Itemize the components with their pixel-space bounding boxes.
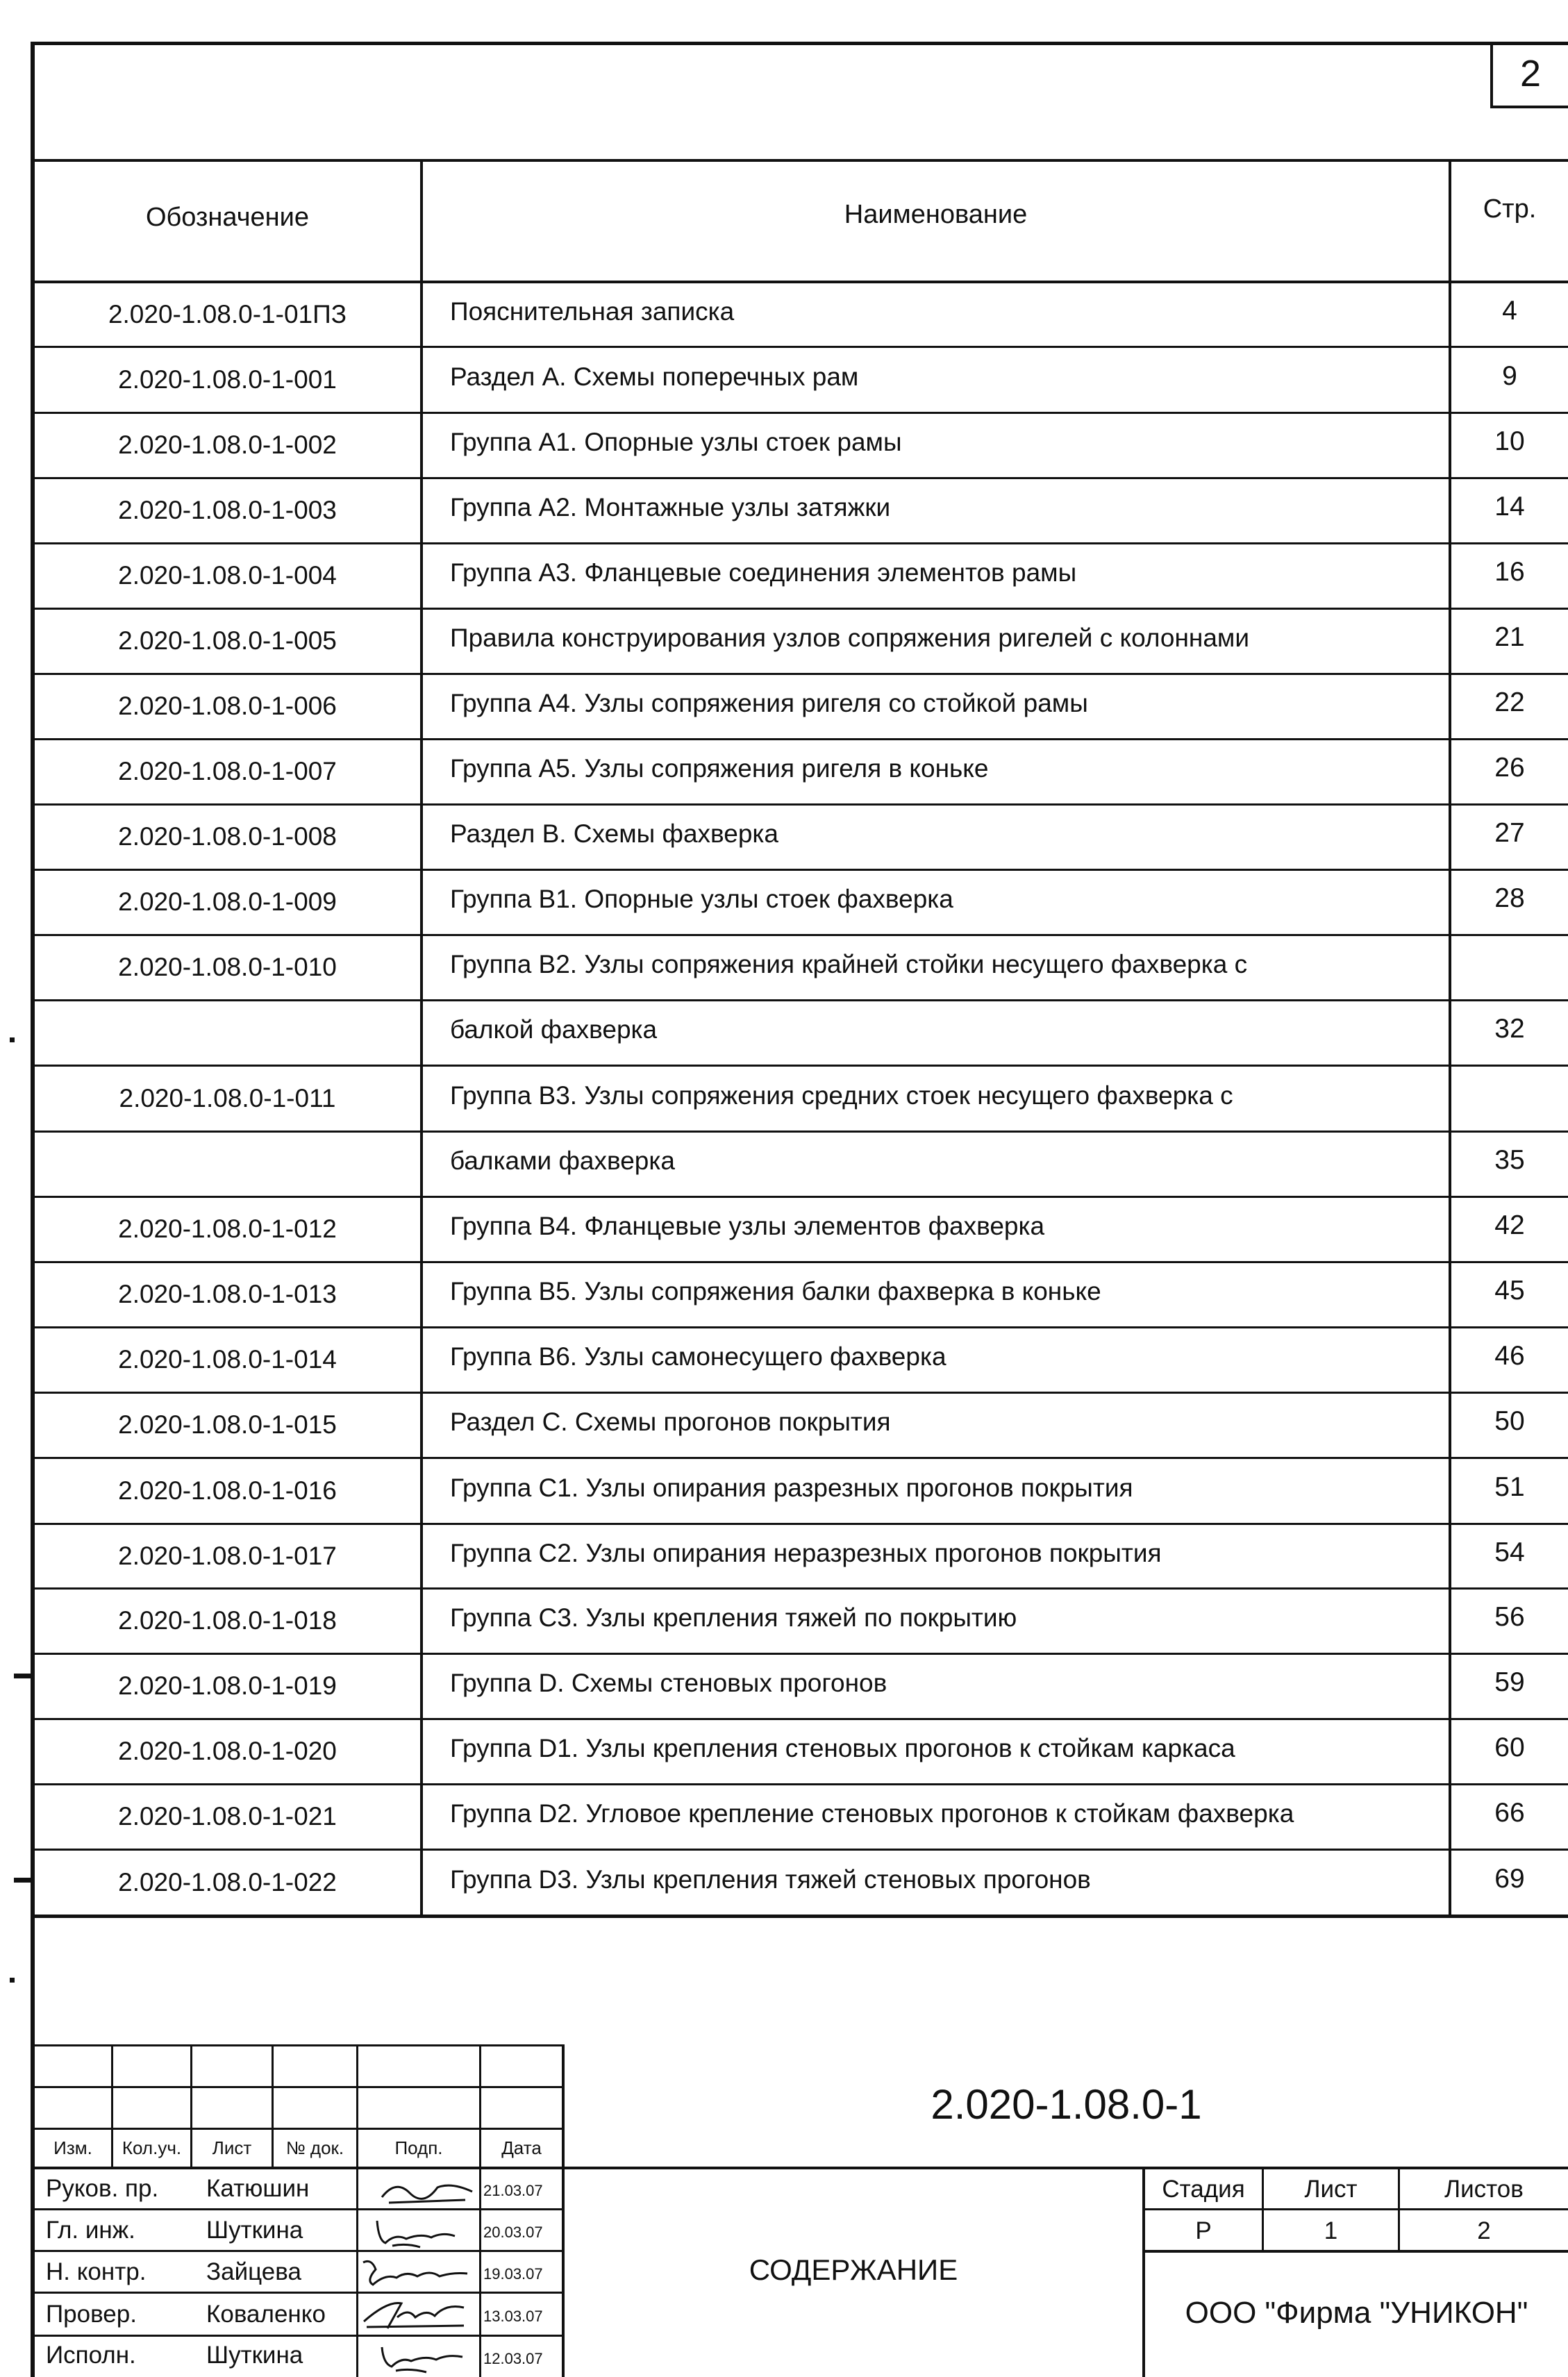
stage-value: Р <box>1195 2217 1212 2244</box>
row-divider <box>31 738 1568 740</box>
row-name: Группа В5. Узлы сопряжения балки фахверка в коньке <box>450 1277 1101 1306</box>
table-header-bottom-line <box>31 281 1568 283</box>
row-divider <box>31 1065 1568 1067</box>
row-name: Группа D. Схемы стеновых прогонов <box>450 1669 887 1697</box>
row-divider <box>31 1326 1568 1328</box>
row-name: Группа D2. Угловое крепление стеновых прогонов к стойкам фахверка <box>450 1799 1294 1828</box>
row-page: 50 <box>1494 1406 1525 1436</box>
row-code: 2.020-1.08.0-1-013 <box>118 1280 337 1308</box>
row-code: 2.020-1.08.0-1-005 <box>118 626 337 655</box>
document-title: СОДЕРЖАНИЕ <box>749 2253 958 2286</box>
signatory-name: Шуткина <box>206 2217 303 2244</box>
row-code: 2.020-1.08.0-1-022 <box>118 1868 337 1896</box>
row-page: 4 <box>1502 296 1517 326</box>
signatory-name: Коваленко <box>206 2301 326 2328</box>
row-divider <box>31 477 1568 479</box>
row-code: 2.020-1.08.0-1-012 <box>118 1215 337 1243</box>
row-name: Правила конструирования узлов сопряжения ригелей с колоннами <box>450 624 1250 652</box>
row-divider <box>31 934 1568 936</box>
organization-name: ООО "Фирма "УНИКОН" <box>1185 2296 1528 2330</box>
row-code: 2.020-1.08.0-1-016 <box>118 1476 337 1505</box>
row-name: Группа В1. Опорные узлы стоек фахверка <box>450 885 953 913</box>
page-number-box <box>1490 42 1568 108</box>
row-code: 2.020-1.08.0-1-009 <box>118 887 337 916</box>
row-name: Группа D1. Узлы крепления стеновых прогонов к стойкам каркаса <box>450 1734 1235 1762</box>
rev-header-doc-no: № док. <box>285 2137 344 2158</box>
rev-header-podp: Подп. <box>394 2137 443 2158</box>
row-code: 2.020-1.08.0-1-015 <box>118 1410 337 1439</box>
row-divider <box>31 803 1568 806</box>
row-page: 27 <box>1494 818 1525 848</box>
row-code: 2.020-1.08.0-1-001 <box>118 365 337 394</box>
page-number: 2 <box>1519 53 1542 94</box>
row-divider <box>31 1849 1568 1851</box>
row-page: 21 <box>1494 622 1525 652</box>
row-page: 28 <box>1494 883 1525 913</box>
header-page: Стр. <box>1483 194 1537 224</box>
signatory-name: Зайцева <box>206 2258 301 2285</box>
signatory-name: Катюшин <box>206 2175 310 2202</box>
margin-mark <box>10 1037 15 1042</box>
row-divider <box>31 608 1568 610</box>
table-top-line <box>31 159 1568 162</box>
signatory-role: Руков. пр. <box>46 2175 159 2202</box>
rev-header-izm: Изм. <box>53 2137 92 2158</box>
row-page: 10 <box>1494 426 1525 456</box>
row-name: балками фахверка <box>450 1146 675 1175</box>
row-divider <box>31 542 1568 544</box>
row-page: 9 <box>1502 360 1517 391</box>
margin-mark <box>14 1878 31 1883</box>
row-code: 2.020-1.08.0-1-019 <box>118 1671 337 1700</box>
signatory-date: 21.03.07 <box>483 2182 543 2199</box>
row-divider <box>31 1392 1568 1394</box>
signature-scribble <box>358 2253 472 2292</box>
row-name: Раздел С. Схемы прогонов покрытия <box>450 1408 891 1436</box>
rev-header-list: Лист <box>212 2137 252 2158</box>
row-name: Группа В6. Узлы самонесущего фахверка <box>450 1342 946 1371</box>
row-code: 2.020-1.08.0-1-017 <box>118 1541 337 1570</box>
header-name: Наименование <box>844 200 1028 229</box>
signatory-role: Провер. <box>46 2301 137 2328</box>
row-code: 2.020-1.08.0-1-010 <box>118 953 337 981</box>
row-divider <box>31 412 1568 414</box>
row-page: 35 <box>1494 1145 1525 1175</box>
signatory-role: Н. контр. <box>46 2258 147 2285</box>
row-name: Группа В4. Фланцевые узлы элементов фахверка <box>450 1212 1045 1240</box>
row-name: Группа С3. Узлы крепления тяжей по покрытию <box>450 1603 1017 1632</box>
margin-mark <box>14 1674 31 1678</box>
row-code: 2.020-1.08.0-1-003 <box>118 496 337 524</box>
row-code: 2.020-1.08.0-1-018 <box>118 1606 337 1635</box>
row-divider <box>31 1523 1568 1525</box>
row-name: Группа А4. Узлы сопряжения ригеля со стойкой рамы <box>450 689 1088 717</box>
signature-scribble <box>375 2172 479 2208</box>
row-divider <box>31 999 1568 1001</box>
row-page: 22 <box>1494 687 1525 717</box>
row-page: 16 <box>1494 557 1525 587</box>
signature-scribble <box>368 2336 472 2375</box>
rev-header-kol-uch: Кол.уч. <box>122 2137 182 2158</box>
row-code: 2.020-1.08.0-1-01ПЗ <box>108 300 347 328</box>
row-divider <box>31 1587 1568 1590</box>
row-page: 51 <box>1494 1471 1525 1502</box>
row-name: Группа D3. Узлы крепления тяжей стеновых прогонов <box>450 1865 1091 1894</box>
signature-scribble <box>365 2212 469 2250</box>
row-page: 46 <box>1494 1341 1525 1371</box>
stage-header: Стадия <box>1162 2176 1245 2203</box>
signature-scribble <box>360 2294 471 2333</box>
row-name: Раздел А. Схемы поперечных рам <box>450 362 859 391</box>
sheet-value: 1 <box>1324 2217 1338 2244</box>
row-name: Группа С1. Узлы опирания разрезных прогонов покрытия <box>450 1473 1133 1502</box>
row-name: Группа В2. Узлы сопряжения крайней стойки несущего фахверка с <box>450 950 1248 978</box>
table-bottom-line <box>31 1915 1568 1918</box>
rev-header-data: Дата <box>501 2137 542 2158</box>
row-name: Группа А2. Монтажные узлы затяжки <box>450 493 891 522</box>
row-code: 2.020-1.08.0-1-008 <box>118 822 337 851</box>
row-name: балкой фахверка <box>450 1015 658 1044</box>
row-code: 2.020-1.08.0-1-014 <box>118 1345 337 1374</box>
row-page: 69 <box>1494 1864 1525 1894</box>
row-page: 66 <box>1494 1798 1525 1828</box>
row-code: 2.020-1.08.0-1-006 <box>118 692 337 720</box>
row-code: 2.020-1.08.0-1-020 <box>118 1737 337 1765</box>
row-divider <box>31 1261 1568 1263</box>
row-divider <box>31 1718 1568 1720</box>
row-page: 54 <box>1494 1537 1525 1567</box>
signatory-date: 12.03.07 <box>483 2350 543 2367</box>
signatory-role: Гл. инж. <box>46 2217 135 2244</box>
row-name: Группа С2. Узлы опирания неразрезных прогонов покрытия <box>450 1538 1162 1567</box>
row-divider <box>31 1457 1568 1459</box>
row-code: 2.020-1.08.0-1-002 <box>118 431 337 459</box>
margin-mark <box>10 1978 15 1983</box>
row-divider <box>31 673 1568 675</box>
document-code: 2.020-1.08.0-1 <box>931 2081 1202 2128</box>
signatory-role: Исполн. <box>46 2342 136 2369</box>
row-page: 56 <box>1494 1602 1525 1632</box>
row-code: 2.020-1.08.0-1-007 <box>118 757 337 785</box>
signatory-name: Шуткина <box>206 2342 303 2369</box>
row-page: 42 <box>1494 1210 1525 1240</box>
row-name: Группа А3. Фланцевые соединения элементов рамы <box>450 558 1077 587</box>
signatory-date: 13.03.07 <box>483 2308 543 2325</box>
row-divider <box>31 869 1568 871</box>
row-divider <box>31 1783 1568 1785</box>
row-page: 45 <box>1494 1276 1525 1306</box>
row-code: 2.020-1.08.0-1-011 <box>119 1083 336 1112</box>
row-divider <box>31 1196 1568 1198</box>
row-name: Группа А5. Узлы сопряжения ригеля в коньке <box>450 754 989 783</box>
sheets-header: Листов <box>1444 2176 1524 2203</box>
signatory-date: 19.03.07 <box>483 2265 543 2283</box>
row-page: 14 <box>1494 492 1525 522</box>
header-code: Обозначение <box>145 203 309 232</box>
row-page: 60 <box>1494 1733 1525 1762</box>
row-page: 59 <box>1494 1667 1525 1697</box>
row-divider <box>31 1131 1568 1133</box>
row-code: 2.020-1.08.0-1-004 <box>118 561 337 590</box>
row-divider <box>31 346 1568 348</box>
row-code: 2.020-1.08.0-1-021 <box>118 1802 337 1830</box>
sheet-header: Лист <box>1304 2176 1358 2203</box>
row-divider <box>31 1653 1568 1655</box>
sheets-value: 2 <box>1477 2217 1491 2244</box>
row-name: Группа А1. Опорные узлы стоек рамы <box>450 428 902 456</box>
row-name: Группа В3. Узлы сопряжения средних стоек несущего фахверка с <box>450 1081 1233 1110</box>
row-page: 32 <box>1494 1014 1525 1044</box>
row-page: 26 <box>1494 753 1525 783</box>
row-name: Раздел В. Схемы фахверка <box>450 819 778 848</box>
row-name: Пояснительная записка <box>450 297 735 326</box>
signatory-date: 20.03.07 <box>483 2224 543 2241</box>
